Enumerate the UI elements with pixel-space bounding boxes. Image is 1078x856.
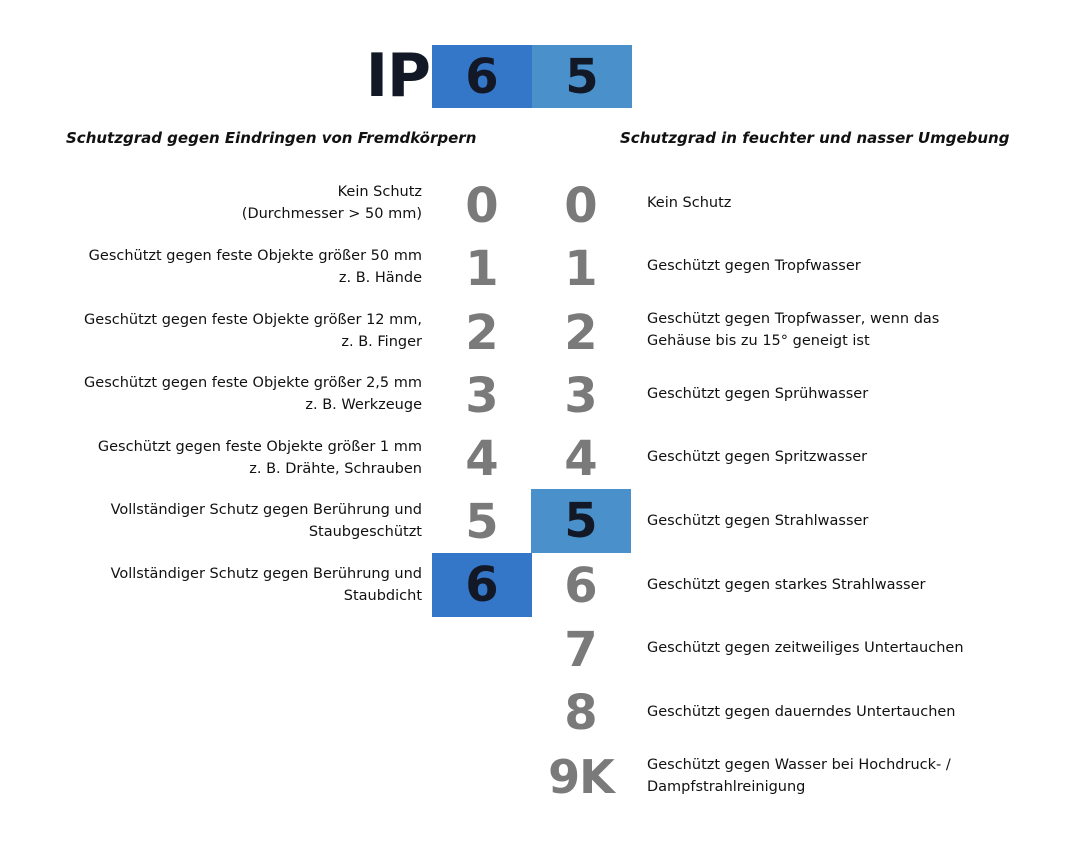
water-desc-2-line2: Gehäuse bis zu 15° geneigt ist [647,332,870,349]
water-digit-7: 7 [564,622,598,678]
water-desc-4 [647,447,1047,469]
water-digit-6: 6 [564,558,598,614]
water-digit-0: 0 [564,178,598,234]
solid-desc-3-line1: Geschützt gegen feste Objekte größer 2,5 mm [84,375,422,391]
water-digit-3: 3 [564,368,598,424]
water-desc-3 [647,384,1047,406]
water-desc-9k-line1: Geschützt gegen Wasser bei Hochdruck- / [647,757,951,773]
water-digit-2: 2 [564,305,598,361]
water-desc-6 [647,575,1047,597]
ip-prefix: IP [365,41,430,111]
solid-desc-2 [22,310,422,353]
water-desc-5-line1: Geschützt gegen Strahlwasser [647,513,869,529]
solid-desc-5 [22,500,422,543]
solid-digit-5: 5 [465,494,499,550]
solid-digit-0: 0 [465,178,499,234]
solid-desc-0-line1: Kein Schutz [337,184,422,200]
water-desc-1 [647,256,1047,278]
solid-desc-6 [22,564,422,607]
water-digit-8: 8 [564,685,598,741]
solid-desc-0 [22,182,422,225]
solid-desc-1 [22,246,422,289]
water-desc-5 [647,511,1047,533]
solid-desc-4-line1: Geschützt gegen feste Objekte größer 1 mm [97,439,422,455]
solid-desc-3-line2: z. B. Werkzeuge [305,396,422,413]
solid-digit-4: 4 [465,431,499,487]
solid-desc-5-line1: Vollständiger Schutz gegen Berührung und [110,502,422,518]
water-digit-1: 1 [564,241,598,297]
solid-protection-heading: Schutzgrad gegen Eindringen von Fremdkörpern [66,129,477,147]
water-desc-4-line1: Geschützt gegen Spritzwasser [647,449,868,465]
solid-desc-1-line2: z. B. Hände [338,269,422,286]
ip-water-digit-box: 5 [532,45,632,108]
water-desc-0-line1: Kein Schutz [647,195,732,211]
water-desc-8-line1: Geschützt gegen dauerndes Untertauchen [647,704,956,720]
water-desc-9k [647,755,1047,798]
water-desc-1-line1: Geschützt gegen Tropfwasser [647,258,861,274]
solid-desc-2-line2: z. B. Finger [341,333,422,350]
ip-solid-digit-box: 6 [432,45,532,108]
solid-desc-4 [22,437,422,480]
solid-desc-0-line2: (Durchmesser > 50 mm) [241,205,422,222]
solid-desc-4-line2: z. B. Drähte, Schrauben [249,460,422,477]
water-digit-4: 4 [564,431,598,487]
solid-digit-3: 3 [465,368,499,424]
water-desc-2 [647,309,1047,352]
water-desc-3-line1: Geschützt gegen Sprühwasser [647,386,869,402]
solid-digit-1: 1 [465,241,499,297]
solid-digit-6-highlighted: 6 [432,553,532,617]
water-desc-8 [647,702,1047,724]
water-desc-6-line1: Geschützt gegen starkes Strahlwasser [647,577,926,593]
water-digit-9k: 9K [548,750,614,804]
solid-digit-2: 2 [465,305,499,361]
water-desc-7 [647,638,1047,660]
solid-desc-6-line2: Staubdicht [343,587,422,604]
water-desc-9k-line2: Dampfstrahlreinigung [647,778,806,795]
solid-desc-3 [22,373,422,416]
water-protection-heading: Schutzgrad in feuchter und nasser Umgebung [620,129,1010,147]
water-desc-0 [647,193,1047,215]
water-digit-5-highlighted: 5 [531,489,631,553]
water-desc-2-line1: Geschützt gegen Tropfwasser, wenn das [647,311,940,327]
solid-desc-6-line1: Vollständiger Schutz gegen Berührung und [110,566,422,582]
water-desc-7-line1: Geschützt gegen zeitweiliges Untertauchen [647,640,964,656]
solid-desc-1-line1: Geschützt gegen feste Objekte größer 50 mm [88,248,422,264]
solid-desc-2-line1: Geschützt gegen feste Objekte größer 12 mm, [84,312,422,328]
solid-desc-5-line2: Staubgeschützt [308,523,422,540]
